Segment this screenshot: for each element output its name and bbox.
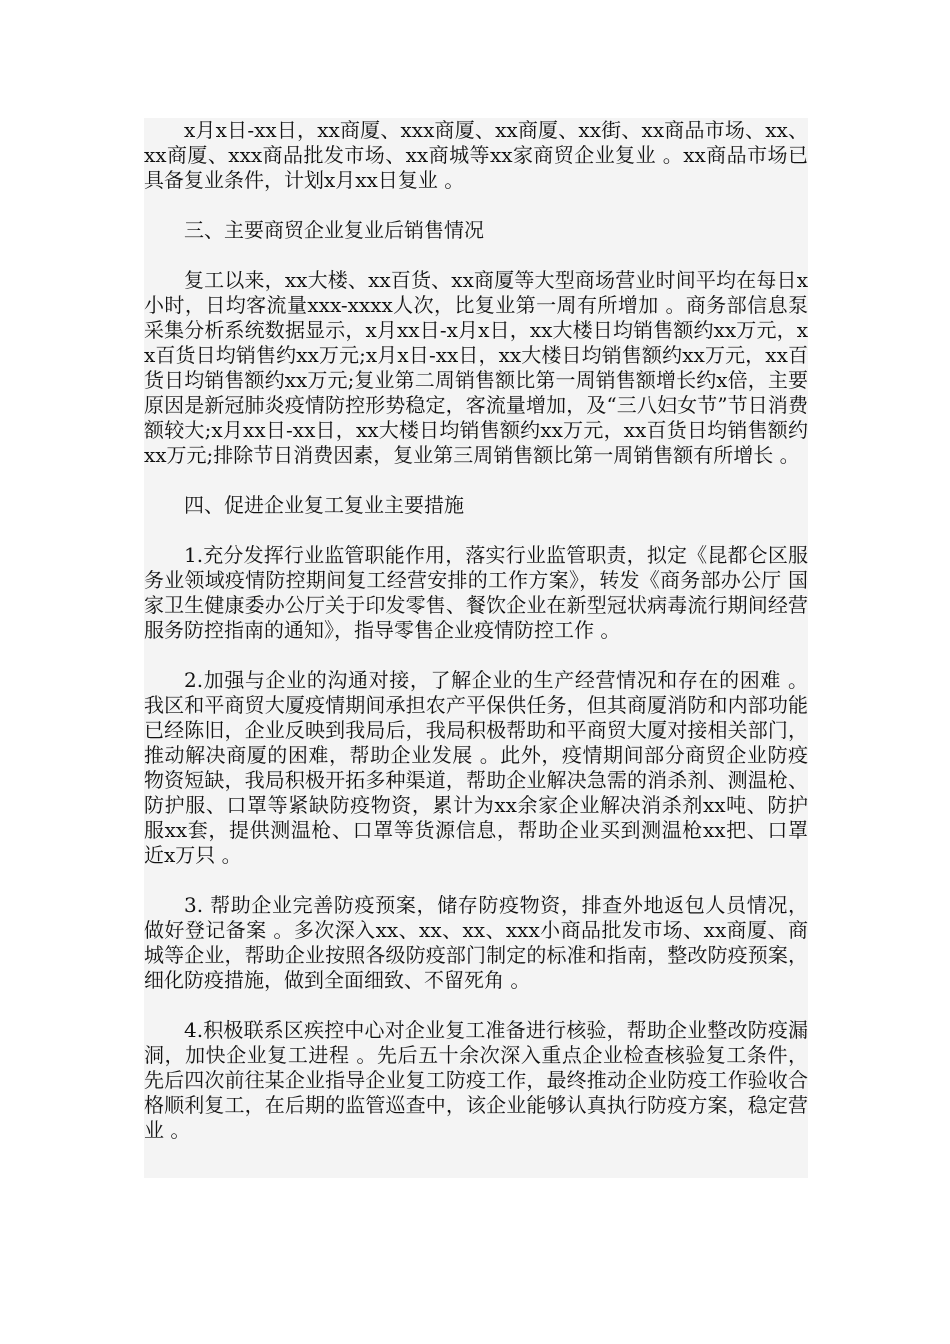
- paragraph-measure-4: 4.积极联系区疾控中心对企业复工准备进行核验，帮助企业整改防疫漏洞，加快企业复工进程 。先后五十余次深入重点企业检查核验复工条件，先后四次前往某企业指导企业复工防疫工作，最终推动企业防疫工作验收合格顺利复工，在后期的监管巡查中，该企业能够认真执行防疫方案，稳定营业 。: [144, 1018, 808, 1142]
- paragraph-gap: [144, 243, 808, 268]
- paragraph-measure-2: 2.加强与企业的沟通对接，了解企业的生产经营情况和存在的困难 。我区和平商贸大厦疫情期间承担农产平保供任务，但其商厦消防和内部功能已经陈旧，企业反映到我局后，我局积极帮助和平商贸大厦对接相关部门，推动解决商厦的困难，帮助企业发展 。此外，疫情期间部分商贸企业防疫物资短缺，我局积极开拓多种渠道，帮助企业解决急需的消杀剂、测温枪、防护服、口罩等紧缺防疫物资，累计为xx余家企业解决消杀剂xx吨、防护服xx套，提供测温枪、口罩等货源信息，帮助企业买到测温枪xx把、口罩近x万只 。: [144, 668, 808, 867]
- paragraph-business-reopening: x月x日-xx日，xx商厦、xxx商厦、xx商厦、xx街、xx商品市场、xx、xx商厦、xxx商品批发市场、xx商城等xx家商贸企业复业 。xx商品市场已具备复业条件，计划x月xx日复业 。: [144, 118, 808, 192]
- section-heading-measures: 四、促进企业复工复业主要措施: [184, 493, 464, 517]
- document-body: [144, 118, 808, 1178]
- paragraph-gap: [144, 193, 808, 218]
- paragraph-sales-details: 复工以来，xx大楼、xx百货、xx商厦等大型商场营业时间平均在每日x小时，日均客流量xxx-xxxx人次，比复业第一周有所增加 。商务部信息泵采集分析系统数据显示，x月xx日-x月x日，xx大楼日均销售额约xx万元，xx百货日均销售约xx万元;x月x日-xx日，xx大楼日均销售额约xx万元，xx百货日均销售额约xx万元;复业第二周销售额比第一周销售额增长约x倍，主要原因是新冠肺炎疫情防控形势稳定，客流量增加，及“三八妇女节”节日消费额较大;x月xx日-xx日，xx大楼日均销售额约xx万元，xx百货日均销售额约xx万元;排除节日消费因素，复业第三周销售额比第一周销售额有所增长 。: [144, 268, 808, 467]
- paragraph-gap: [144, 643, 808, 668]
- paragraph-measure-1: 1.充分发挥行业监管职能作用，落实行业监管职责，拟定《昆都仑区服务业领域疫情防控期间复工经营安排的工作方案》，转发《商务部办公厅 国家卫生健康委办公厅关于印发零售、餐饮企业在新型冠状病毒流行期间经营服务防控指南的通知》，指导零售企业疫情防控工作 。: [144, 543, 808, 642]
- section-heading-sales: 三、主要商贸企业复业后销售情况: [184, 218, 484, 242]
- paragraph-gap: [144, 518, 808, 543]
- paragraph-measure-3: 3. 帮助企业完善防疫预案，储存防疫物资，排查外地返包人员情况，做好登记备案 。多次深入xx、xx、xx、xxx小商品批发市场、xx商厦、商城等企业，帮助企业按照各级防疫部门制定的标准和指南，整改防疫预案，细化防疫措施，做到全面细致、不留死角 。: [144, 893, 808, 992]
- paragraph-gap: [144, 468, 808, 493]
- paragraph-gap: [144, 993, 808, 1018]
- paragraph-gap: [144, 868, 808, 893]
